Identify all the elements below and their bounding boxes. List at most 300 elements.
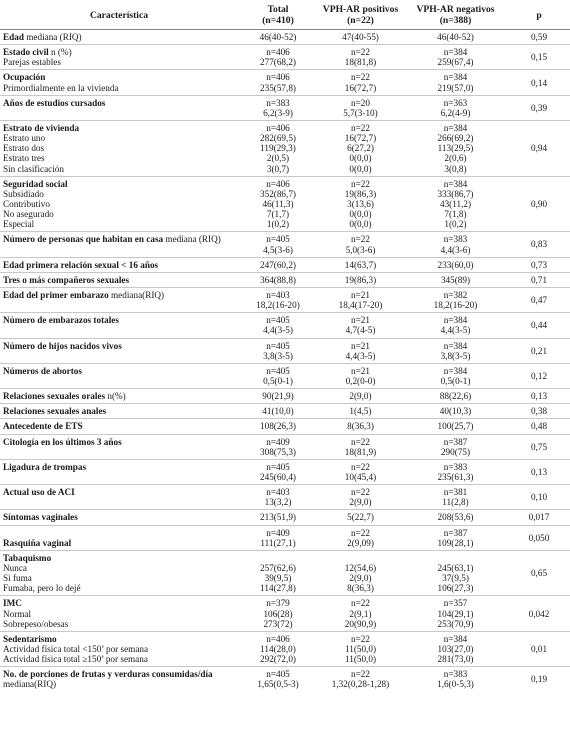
row-sublabel [3,573,236,583]
row-label-text: n (%) [48,47,72,58]
cell-value: n=384 [443,365,468,376]
total-cell [238,176,318,232]
total-cell [238,631,318,666]
cell-value: 2(0,6) [444,153,467,164]
negative-cell [403,338,508,363]
total-cell [238,121,318,177]
positive-cell [318,121,403,177]
row-sublabel [3,133,236,143]
row-heading [3,634,236,644]
row-heading-text: Número de personas que habitan en casa [3,234,164,245]
row-sublabel [3,447,236,457]
p-value-cell: 0,19 [508,667,570,692]
p-value-cell: 0,12 [508,363,570,388]
negative-cell [403,176,508,232]
cell-value: 213(51,9) [260,512,296,523]
cell-value: 1(0,2) [444,219,467,230]
cell-value: 20(90,9) [344,618,377,629]
table-row [0,70,570,95]
cell-value: n=405 [266,461,290,472]
row-heading-text: Números de abortos [3,365,82,376]
cell-value: 2(9,0) [349,573,372,584]
negative-cell [403,404,508,419]
row-label-text: Parejas estables [3,57,61,68]
row-heading-text: Edad primera relación sexual < 16 años [3,259,159,270]
p-value-cell: 0,14 [508,70,570,95]
row-heading [3,72,236,82]
cell-value: n=384 [443,47,468,58]
cell-value: n=384 [443,340,468,351]
row-label-text: mediana (RIQ) [163,234,221,245]
p-value-cell: 0,71 [508,272,570,287]
row-label-text: n(%) [105,391,126,402]
row-sublabel [3,108,236,118]
p-value-cell: 0,47 [508,288,570,313]
cell-value: 3(13,6) [347,198,374,209]
row-heading [3,437,236,447]
cell-value: 2(9,0) [349,391,372,402]
cell-value: n=387 [443,436,468,447]
cell-value: n=387 [443,527,468,538]
total-cell [238,434,318,459]
total-cell [238,232,318,257]
row-label-cell [0,510,238,525]
table-row [0,459,570,484]
row-label-cell [0,338,238,363]
negative-cell [403,95,508,120]
positive-cell [318,525,403,550]
p-value-cell: 0,39 [508,95,570,120]
cell-value: 4,5(3-6) [263,244,293,255]
cell-value: n=405 [266,234,290,245]
cell-value: 0(0,0) [349,219,372,230]
cell-value: 0,2(0-0) [345,375,376,386]
cell-value: 345(89) [440,274,471,285]
cell-value: 43(11,2) [439,198,472,209]
table-row [0,434,570,459]
row-heading [3,341,236,351]
cell-value: n=382 [443,290,468,300]
cell-value: n=22 [351,669,370,680]
row-label-text: Estrato dos [3,143,45,154]
row-sublabel [3,83,236,93]
cell-value [240,553,316,563]
cell-value: 1(4,5) [349,406,372,417]
cell-value: 46(40-52) [259,32,297,42]
row-heading-text: Ligadura de trompas [3,461,87,472]
row-label-cell [0,257,238,272]
row-heading-text: Rasquiña vaginal [3,537,72,548]
negative-cell [403,485,508,510]
cell-value: 13(3,2) [264,497,292,508]
cell-value: 18(81,9) [344,446,377,457]
negative-cell [403,459,508,484]
cell-value: 106(28) [263,608,293,619]
cell-value: 8(36,3) [347,583,374,594]
row-heading [3,98,236,108]
cell-value: n=383 [443,669,468,680]
cell-value: n=22 [351,461,370,472]
row-heading-text: Síntomas vaginales [3,512,78,523]
row-heading [3,669,236,679]
total-cell [238,363,318,388]
cell-value: n=384 [443,72,468,83]
cell-value: 39(9,5) [264,573,292,584]
cell-value: 235(61,3) [437,472,474,483]
negative-cell [403,70,508,95]
row-label-cell [0,404,238,419]
positive-cell [318,45,403,70]
positive-cell [318,434,403,459]
row-label-text: Primordialmente en la vivienda [3,82,119,93]
row-label-cell [0,485,238,510]
row-label-text: No asegurado [3,209,54,220]
cell-value: 3(0,7) [266,163,290,174]
table-row [0,485,570,510]
table-body [0,30,570,692]
row-sublabel [3,143,236,153]
p-value-cell: 0,94 [508,121,570,177]
cell-value: 2(9,1) [349,608,372,619]
cell-value: 40(10,3) [439,406,472,417]
cell-value: n=409 [266,527,290,538]
row-heading-text: Estrato de vivienda [3,123,80,133]
cell-value: 114(27,8) [260,583,296,594]
cell-value: n=22 [351,487,370,498]
table-row [0,363,570,388]
p-value-cell: 0,73 [508,257,570,272]
header-negative-n: (n=388) [439,15,472,26]
cell-value: n=383 [266,97,290,108]
cell-value: 10(45,4) [344,472,377,483]
row-heading-text: Edad [3,32,24,42]
positive-cell [318,419,403,434]
row-heading [3,538,236,548]
cell-value: 3,8(3-5) [440,350,471,361]
cell-value: 1(0,2) [266,219,290,230]
row-heading [3,406,236,416]
cell-value: 106(27,3) [437,583,474,594]
row-sublabel [3,209,236,219]
cell-value: n=357 [443,598,468,609]
cell-value: 8(36,3) [347,421,374,432]
cell-value: 6,2(3-9) [263,107,293,118]
total-cell [238,485,318,510]
row-sublabel [3,376,236,386]
positive-cell [318,288,403,313]
negative-cell [403,631,508,666]
positive-cell [318,313,403,338]
cell-value: 114(28,0) [260,644,296,654]
p-value-cell: 0,75 [508,434,570,459]
cell-value: 7(1,8) [444,209,467,220]
p-value-cell: 0,44 [508,313,570,338]
header-positive [318,0,403,30]
positive-cell [318,232,403,257]
cell-value: n=406 [266,47,290,58]
table-header [0,0,570,30]
row-heading [3,260,236,270]
row-sublabel [3,153,236,163]
cell-value: n=384 [443,178,468,189]
cell-value: 90(21,9) [262,391,294,402]
cell-value: 11(50,0) [344,654,377,665]
total-cell [238,389,318,404]
cell-value [405,553,506,563]
p-value-cell: 0,10 [508,485,570,510]
negative-cell [403,389,508,404]
row-heading [3,512,236,522]
table-row [0,232,570,257]
positive-cell [318,95,403,120]
table-row [0,272,570,287]
row-heading [3,179,236,189]
row-label-text: Si fuma [3,573,32,584]
row-sublabel [3,583,236,593]
row-label-text: Sin clasificación [3,163,64,174]
row-label-text: mediana (RIQ) [23,32,82,42]
p-value-cell: 0,48 [508,419,570,434]
cell-value: n=21 [351,340,370,351]
total-cell [238,45,318,70]
positive-cell [318,363,403,388]
cell-value: 0,5(0-1) [263,375,293,386]
total-cell [238,419,318,434]
cell-value: 109(28,1) [437,537,474,548]
table-row [0,550,570,596]
cell-value: n=22 [351,633,370,644]
row-sublabel [3,300,236,310]
cell-value: n=384 [443,123,468,133]
table-row [0,596,570,631]
row-sublabel [3,472,236,482]
row-sublabel [3,219,236,229]
p-value-cell: 0,90 [508,176,570,232]
positive-cell [318,550,403,596]
row-label-cell [0,95,238,120]
cell-value: 4,7(4-5) [345,325,376,336]
negative-cell [403,313,508,338]
row-heading-text: Ocupación [3,72,46,83]
cell-value: 113(29,5) [437,143,474,154]
cell-value: n=379 [266,598,290,609]
cell-value: 364(88,8) [260,274,296,285]
positive-cell [318,338,403,363]
total-cell [238,525,318,550]
row-label-cell [0,667,238,692]
header-p-value: p [508,0,570,30]
row-label-cell [0,434,238,459]
positive-cell [318,404,403,419]
cell-value: n=406 [266,72,290,83]
cell-value: 41(10,0) [262,406,294,417]
row-label-text: Nunca [3,563,27,574]
row-heading [3,315,236,325]
cell-value: n=22 [351,598,370,609]
row-label-text: Sobrepeso/obesas [3,618,69,629]
cell-value: 16(72,7) [344,82,377,93]
row-label-cell [0,313,238,338]
table-row [0,45,570,70]
negative-cell [403,45,508,70]
cell-value: 19(86,3) [344,188,377,199]
cell-value: 108(26,3) [260,421,296,432]
cell-value: 4,4(3-5) [440,325,471,336]
table-row [0,176,570,232]
p-value-cell: 0,017 [508,510,570,525]
negative-cell [403,272,508,287]
cell-value [320,553,401,563]
row-label-text: Actividad física total <150’ por semana [3,644,149,654]
cell-value: n=405 [266,669,290,680]
cell-value: 333(86,7) [437,188,474,199]
cell-value: 14(63,7) [344,259,377,270]
cell-value: n=409 [266,436,290,447]
row-label-text: mediana(RIQ) [3,679,57,690]
row-label-cell [0,30,238,45]
header-negative [403,0,508,30]
cell-value: 100(25,7) [437,421,474,432]
row-label-text: Actividad física total ≥150’ por semana [3,654,148,665]
cell-value: n=363 [443,97,468,108]
negative-cell [403,232,508,257]
row-sublabel [3,644,236,654]
cell-value: 7(1,7) [266,209,290,220]
cell-value: 352(86,7) [260,188,296,199]
negative-cell [403,257,508,272]
row-heading-text: Relaciones sexuales anales [3,406,107,417]
cell-value: 18,2(16-20) [433,300,478,311]
cell-value: 6,2(4-9) [440,107,471,118]
row-label-text: Estrato tres [3,153,45,164]
cell-value: 11(2,8) [442,497,469,508]
cell-value: n=406 [266,633,290,644]
row-label-cell [0,419,238,434]
negative-cell [403,363,508,388]
row-label-cell [0,45,238,70]
row-heading-text: No. de porciones de frutas y verduras consumidas/día [3,669,213,680]
total-cell [238,70,318,95]
row-heading [3,598,236,608]
cell-value: n=405 [266,340,290,351]
cell-value: n=22 [351,47,370,58]
table-row [0,510,570,525]
cell-value: n=405 [266,365,290,376]
table-row [0,30,570,45]
header-positive-n: (n=22) [347,15,374,26]
table-row [0,419,570,434]
row-label-text: Contributivo [3,198,50,209]
cell-value: 2(0,5) [266,153,290,164]
row-label-cell [0,525,238,550]
cell-value: 3,8(3-5) [263,350,293,361]
cell-value: 273(72) [263,618,293,629]
row-heading [3,366,236,376]
total-cell [238,288,318,313]
row-sublabel [3,189,236,199]
cell-value: n=22 [351,178,370,189]
p-value-cell: 0,01 [508,631,570,666]
header-total-n: (n=410) [262,15,294,26]
cell-value: n=381 [443,487,468,498]
table-row [0,525,570,550]
row-sublabel [3,654,236,664]
row-sublabel [3,679,236,689]
row-heading-text: Seguridad social [3,178,68,189]
cell-value: n=22 [351,527,370,538]
cell-value: 0(0,0) [349,163,372,174]
cell-value: n=384 [443,633,468,644]
row-label-text: Especial [3,219,35,230]
header-total [238,0,318,30]
cell-value: 18,4(17-20) [338,300,383,311]
cell-value: n=405 [266,315,290,326]
cell-value: 245(60,4) [260,472,296,483]
row-label-cell [0,389,238,404]
total-cell [238,667,318,692]
positive-cell [318,176,403,232]
row-label-cell [0,232,238,257]
row-label-cell [0,121,238,177]
row-heading [3,123,236,133]
negative-cell [403,667,508,692]
table-row [0,631,570,666]
positive-cell [318,70,403,95]
row-label-cell [0,459,238,484]
negative-cell [403,419,508,434]
header-negative-label: VPH-AR negativos [416,4,495,15]
row-heading [3,553,236,563]
row-heading-text: Sedentarismo [3,633,57,644]
cell-value: 111(27,1) [260,537,296,548]
row-sublabel [3,199,236,209]
cell-value: n=22 [351,436,370,447]
cell-value: 245(63,1) [437,563,474,574]
row-heading [3,487,236,497]
cell-value: 5(22,7) [347,512,374,523]
total-cell [238,338,318,363]
cell-value: n=406 [266,178,290,189]
total-cell [238,272,318,287]
cell-value: 247(60,2) [260,259,296,270]
positive-cell [318,389,403,404]
cell-value: 282(69,5) [260,133,296,144]
cell-value: n=21 [351,290,370,300]
cell-value: 208(53,6) [437,512,474,523]
table-row [0,257,570,272]
cell-value: n=383 [443,461,468,472]
cell-value: n=384 [443,315,468,326]
row-label-text: Normal [3,608,32,619]
cell-value: 103(27,0) [437,644,474,654]
row-sublabel [3,609,236,619]
cell-value: 4,4(3-6) [440,244,471,255]
cell-value: 253(70,9) [437,618,474,629]
row-heading-text: Edad del primer embarazo [3,290,109,300]
p-value-cell: 0,65 [508,550,570,596]
cell-value: n=383 [443,234,468,245]
row-sublabel [3,351,236,361]
negative-cell [403,525,508,550]
row-label-cell [0,70,238,95]
positive-cell [318,30,403,45]
cell-value: 0,5(0-1) [440,375,471,386]
cell-value: 11(50,0) [344,644,377,654]
total-cell [238,95,318,120]
row-label-cell [0,363,238,388]
row-heading-text: Tabaquismo [3,552,52,563]
cell-value: 5,7(3-10) [343,107,378,118]
